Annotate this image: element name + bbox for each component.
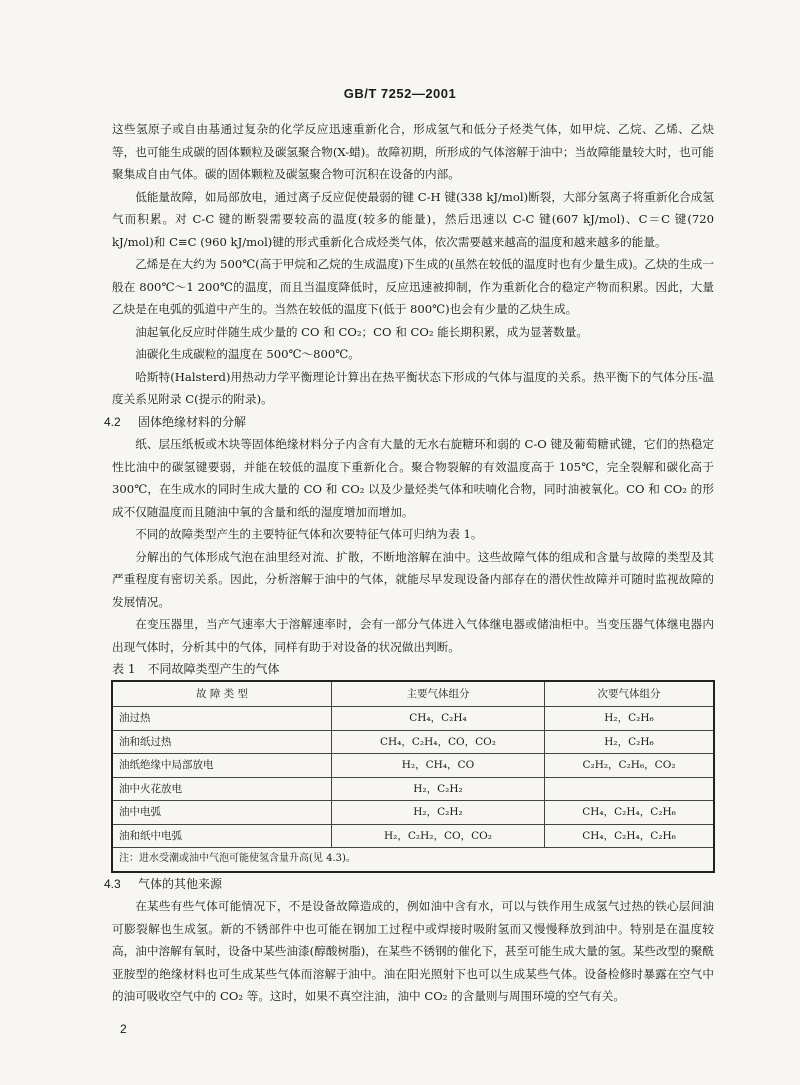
paragraph: 不同的故障类型产生的主要特征气体和次要特征气体可归纳为表 1。 (135, 527, 483, 541)
paragraph: 乙烯是在大约为 500℃(高于甲烷和乙烷的生成温度)下生成的(虽然在较低的温度时也有少量生成)。乙炔的生成一般在 800℃～1 200℃的温度，而且当温度降低时，反应迅速被抑制，作为重新化合的稳定产物而积累。因此，大量乙炔是在电弧的弧道中产生的。当然在较低的温度下(低于 800℃)也会有少量的乙炔生成。 (112, 257, 714, 316)
section-title: 固体绝缘材料的分解 (138, 414, 247, 429)
fault-type-cell: 油过热 (112, 707, 332, 731)
table-row (112, 707, 714, 731)
main-gas-cell: CH₄，C₂H₄，CO，CO₂ (332, 730, 545, 754)
page-number: 2 (120, 1022, 127, 1036)
table-row (112, 801, 714, 825)
standard-header: GB/T 7252—2001 (343, 86, 457, 101)
fault-type-cell: 油中火花放电 (112, 777, 332, 801)
paragraph: 在某些有些气体可能情况下，不是设备故障造成的，例如油中含有水，可以与铁作用生成氢气过热的铁心层间油可膨裂解也生成氢。新的不锈部件中也可能在钢加工过程中或焊接时吸附氢而又慢慢释放到油中。特别是在温度较高，油中溶解有氧时，设备中某些油漆(醇酸树脂)，在某些不锈钢的催化下，甚至可能生成大量的氢。某些改型的聚酰亚胺型的绝缘材料也可生成某些气体而溶解于油中。油在阳光照射下也可以生成某些气体。设备检修时暴露在空气中的油可吸收空气中的 CO₂ 等。这时，如果不真空注油，油中 CO₂ 的含量则与周围环境的空气有关。 (112, 899, 714, 1003)
paragraph: 纸、层压纸板或木块等固体绝缘材料分子内含有大量的无水右旋糖环和弱的 C-O 键及葡萄糖甙键，它们的热稳定性比油中的碳氢键要弱，并能在较低的温度下重新化合。聚合物裂解的有效温度高于 105℃，完全裂解和碳化高于 300℃，在生成水的同时生成大量的 CO 和 CO₂ 以及少量烃类气体和呋喃化合物，同时油被氧化。CO 和 CO₂ 的形成不仅随温度而且随油中氧的含量和纸的湿度增加而增加。 (112, 437, 714, 519)
table-row (112, 730, 714, 754)
column-header: 主要气体组分 (332, 681, 545, 707)
paragraph: 油碳化生成碳粒的温度在 500℃～800℃。 (135, 347, 360, 361)
paragraph: 哈斯特(Halsterd)用热动力学平衡理论计算出在热平衡状态下形成的气体与温度的关系。热平衡下的气体分压-温度关系见附录 C(提示的附录)。 (112, 369, 714, 406)
paragraph: 油起氧化反应时伴随生成少量的 CO 和 CO₂；CO 和 CO₂ 能长期积累，成为显著数量。 (135, 324, 588, 339)
minor-gas-cell: CH₄，C₂H₄，C₂H₆ (545, 801, 715, 825)
fault-type-cell: 油和纸过热 (112, 730, 332, 754)
section-heading-4-3 (104, 873, 714, 896)
fault-type-cell: 油和纸中电弧 (112, 824, 332, 848)
main-gas-cell: CH₄，C₂H₄ (332, 707, 545, 731)
fault-gas-table (111, 680, 715, 873)
paragraph: 这些氢原子或自由基通过复杂的化学反应迅速重新化合，形成氢气和低分子烃类气体，如甲烷、乙烷、乙烯、乙炔等，也可能生成碳的固体颗粒及碳氢聚合物(X-蜡)。故障初期，所形成的气体溶解于油中；当故障能量较大时，也可能聚集成自由气体。碳的固体颗粒及碳氢聚合物可沉积在设备的内部。 (112, 122, 714, 181)
main-gas-cell: H₂，C₂H₂ (332, 801, 545, 825)
table-caption: 表 1 不同故障类型产生的气体 (112, 662, 280, 676)
minor-gas-cell: CH₄，C₂H₄，C₂H₆ (545, 824, 715, 848)
main-gas-cell: H₂，CH₄，CO (332, 754, 545, 778)
table-header-row (112, 681, 714, 707)
paragraph: 低能量故障，如局部放电，通过离子反应促使最弱的键 C-H 键(338 kJ/mol)断裂，大部分氢离子将重新化合成氢气而积累。对 C-C 键的断裂需要较高的温度(较多的能量)，然后迅速以 C-C 键(607 kJ/mol)、C＝C 键(720 kJ/mol)和 C≡C (960 kJ/mol)键的形式重新化合成烃类气体，依次需要越来越高的温度和越来越多的能量。 (112, 189, 714, 249)
fault-type-cell: 油纸绝缘中局部放电 (112, 754, 332, 778)
section-number: 4.2 (104, 414, 121, 429)
section-number: 4.3 (104, 876, 121, 891)
column-header: 故 障 类 型 (112, 681, 332, 707)
main-gas-cell: H₂，C₂H₂，CO，CO₂ (332, 824, 545, 848)
minor-gas-cell (545, 777, 715, 801)
minor-gas-cell: C₂H₂，C₂H₆，CO₂ (545, 754, 715, 778)
column-header: 次要气体组分 (545, 681, 715, 707)
minor-gas-cell: H₂，C₂H₆ (545, 707, 715, 731)
table-row (112, 754, 714, 778)
section-title: 气体的其他来源 (138, 876, 223, 891)
paragraph: 分解出的气体形成气泡在油里经对流、扩散，不断地溶解在油中。这些故障气体的组成和含量与故障的类型及其严重程度有密切关系。因此，分析溶解于油中的气体，就能尽早发现设备内部存在的潜伏性故障并可随时监视故障的发展情况。 (112, 549, 714, 609)
fault-type-cell: 油中电弧 (112, 801, 332, 825)
table-note: 注：进水受潮或油中气泡可能使氢含量升高(见 4.3)。 (112, 848, 714, 872)
section-heading-4-2 (104, 411, 714, 434)
table-note-row (112, 848, 714, 872)
main-gas-cell: H₂，C₂H₂ (332, 777, 545, 801)
minor-gas-cell: H₂，C₂H₆ (545, 730, 715, 754)
table-row (112, 824, 714, 848)
page-content (104, 118, 714, 1008)
table-row (112, 777, 714, 801)
paragraph: 在变压器里，当产气速率大于溶解速率时，会有一部分气体进入气体继电器或储油柜中。当变压器气体继电器内出现气体时，分析其中的气体，同样有助于对设备的状况做出判断。 (112, 617, 714, 654)
